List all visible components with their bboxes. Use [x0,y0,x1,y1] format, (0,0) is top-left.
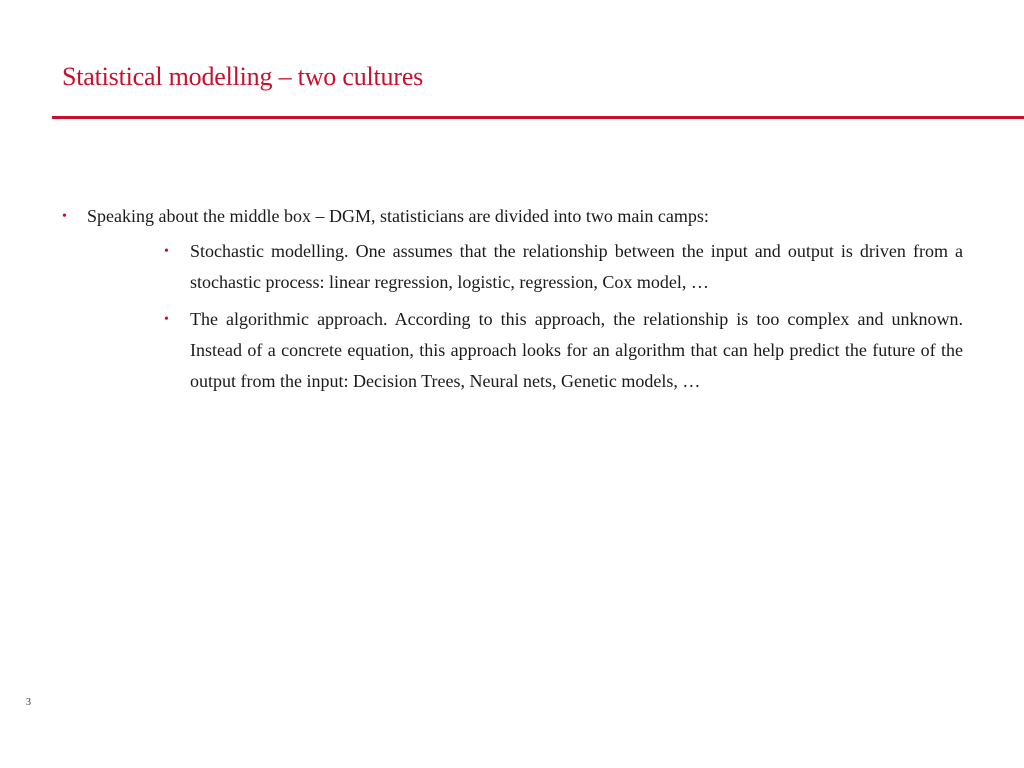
sub-bullet-text: The algorithmic approach. According to this approach, the relationship is too complex and unknown. Instead of a concrete equation, this approach looks for an algorithm that can help predict the future of the output from the input: Decision Trees, Neural nets, Genetic models, … [190,309,963,391]
sub-bullet-list [164,236,963,403]
sub-bullet-text: Stochastic modelling. One assumes that the relationship between the input and output is driven from a stochastic process: linear regression, logistic, regression, Cox model, … [190,241,963,292]
bullet-marker-icon: • [62,209,67,224]
slide-title: Statistical modelling – two cultures [62,62,424,91]
bullet-marker-icon: • [164,312,169,327]
page-number: 3 [26,697,31,708]
bullet-text: Speaking about the middle box – DGM, statisticians are divided into two main camps: [87,206,709,226]
sub-bullet-item [164,304,963,397]
sub-bullet-item [164,236,963,298]
bullet-marker-icon: • [164,244,169,259]
bullet-item [62,201,962,232]
title-divider [52,116,1024,119]
